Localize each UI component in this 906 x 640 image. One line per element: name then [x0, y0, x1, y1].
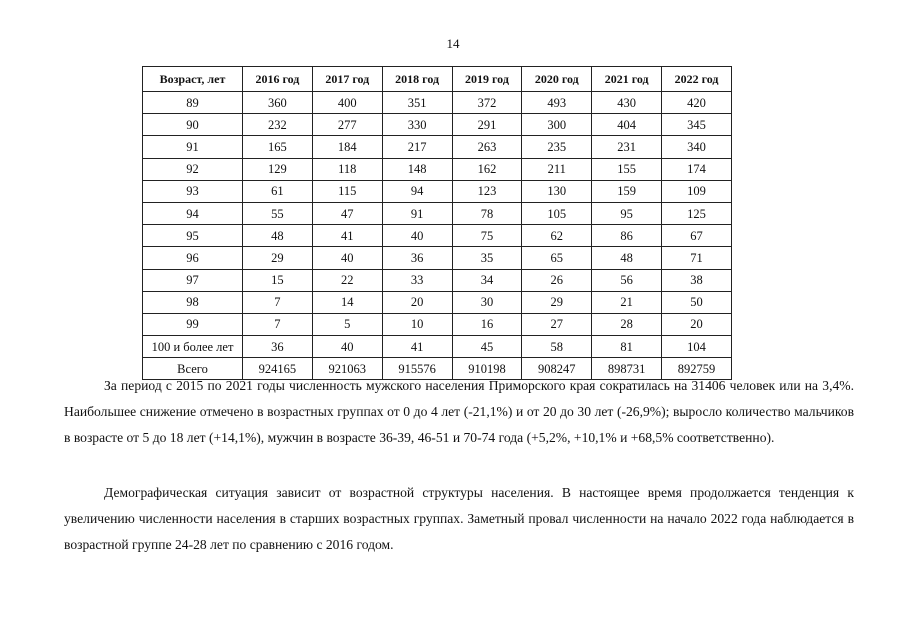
table-row: [143, 92, 732, 114]
value-cell: 22: [312, 269, 382, 291]
value-cell: 78: [452, 202, 522, 224]
table-row: [143, 180, 732, 202]
age-cell: 97: [143, 269, 243, 291]
value-cell: 14: [312, 291, 382, 313]
value-cell: 48: [243, 225, 313, 247]
value-cell: 430: [592, 92, 662, 114]
table-row: [143, 269, 732, 291]
value-cell: 56: [592, 269, 662, 291]
value-cell: 45: [452, 336, 522, 358]
value-cell: 27: [522, 313, 592, 335]
value-cell: 50: [662, 291, 732, 313]
value-cell: 7: [243, 313, 313, 335]
age-cell: 90: [143, 114, 243, 136]
value-cell: 67: [662, 225, 732, 247]
value-cell: 65: [522, 247, 592, 269]
header-age: Возраст, лет: [143, 67, 243, 92]
value-cell: 16: [452, 313, 522, 335]
value-cell: 924165: [243, 358, 313, 380]
value-cell: 40: [312, 336, 382, 358]
value-cell: 30: [452, 291, 522, 313]
value-cell: 340: [662, 136, 732, 158]
paragraph-male-population: За период с 2015 по 2021 годы численность мужского населения Приморского края сократилась на 31406 человек или на 3,4%. Наибольшее снижение отмечено в возрастных группах от 0 до 4 лет (-21,1%) и от 20 до 30 лет (-26,9%); выросло количество мальчиков в возрасте от 5 до 18 лет (+14,1%), мужчин в возрасте 36-39, 46-51 и 70-74 года (+5,2%, +10,1% и +68,5% соответственно).: [64, 378, 854, 445]
header-2021: 2021 год: [592, 67, 662, 92]
age-cell: 96: [143, 247, 243, 269]
header-2016: 2016 год: [243, 67, 313, 92]
value-cell: 125: [662, 202, 732, 224]
value-cell: 420: [662, 92, 732, 114]
value-cell: 360: [243, 92, 313, 114]
value-cell: 174: [662, 158, 732, 180]
value-cell: 123: [452, 180, 522, 202]
value-cell: 263: [452, 136, 522, 158]
value-cell: 81: [592, 336, 662, 358]
value-cell: 148: [382, 158, 452, 180]
value-cell: 71: [662, 247, 732, 269]
value-cell: 28: [592, 313, 662, 335]
value-cell: 184: [312, 136, 382, 158]
value-cell: 908247: [522, 358, 592, 380]
value-cell: 29: [243, 247, 313, 269]
value-cell: 892759: [662, 358, 732, 380]
age-cell: 98: [143, 291, 243, 313]
value-cell: 231: [592, 136, 662, 158]
value-cell: 40: [312, 247, 382, 269]
table-row: [143, 291, 732, 313]
value-cell: 36: [382, 247, 452, 269]
age-cell: 89: [143, 92, 243, 114]
value-cell: 291: [452, 114, 522, 136]
value-cell: 7: [243, 291, 313, 313]
value-cell: 159: [592, 180, 662, 202]
table-row: [143, 225, 732, 247]
header-2019: 2019 год: [452, 67, 522, 92]
table-row: [143, 313, 732, 335]
value-cell: 10: [382, 313, 452, 335]
value-cell: 55: [243, 202, 313, 224]
age-cell: 92: [143, 158, 243, 180]
value-cell: 898731: [592, 358, 662, 380]
table-row: [143, 336, 732, 358]
value-cell: 404: [592, 114, 662, 136]
value-cell: 118: [312, 158, 382, 180]
value-cell: 372: [452, 92, 522, 114]
value-cell: 41: [382, 336, 452, 358]
value-cell: 217: [382, 136, 452, 158]
header-2018: 2018 год: [382, 67, 452, 92]
value-cell: 95: [592, 202, 662, 224]
value-cell: 26: [522, 269, 592, 291]
value-cell: 165: [243, 136, 313, 158]
value-cell: 20: [382, 291, 452, 313]
table-header-row: [143, 67, 732, 92]
value-cell: 41: [312, 225, 382, 247]
value-cell: 48: [592, 247, 662, 269]
table-body: [143, 92, 732, 380]
value-cell: 232: [243, 114, 313, 136]
value-cell: 40: [382, 225, 452, 247]
value-cell: 300: [522, 114, 592, 136]
value-cell: 155: [592, 158, 662, 180]
age-cell: 91: [143, 136, 243, 158]
population-table: [142, 66, 732, 380]
value-cell: 34: [452, 269, 522, 291]
table-row: [143, 136, 732, 158]
age-cell: 94: [143, 202, 243, 224]
value-cell: 86: [592, 225, 662, 247]
value-cell: 493: [522, 92, 592, 114]
value-cell: 21: [592, 291, 662, 313]
value-cell: 130: [522, 180, 592, 202]
value-cell: 35: [452, 247, 522, 269]
age-cell: 100 и более лет: [143, 336, 243, 358]
table-row: [143, 158, 732, 180]
value-cell: 94: [382, 180, 452, 202]
value-cell: 351: [382, 92, 452, 114]
value-cell: 115: [312, 180, 382, 202]
value-cell: 921063: [312, 358, 382, 380]
age-cell: 99: [143, 313, 243, 335]
value-cell: 235: [522, 136, 592, 158]
value-cell: 330: [382, 114, 452, 136]
table-row: [143, 202, 732, 224]
age-cell: Всего: [143, 358, 243, 380]
age-cell: 95: [143, 225, 243, 247]
value-cell: 105: [522, 202, 592, 224]
value-cell: 38: [662, 269, 732, 291]
value-cell: 33: [382, 269, 452, 291]
value-cell: 277: [312, 114, 382, 136]
value-cell: 15: [243, 269, 313, 291]
value-cell: 400: [312, 92, 382, 114]
header-2020: 2020 год: [522, 67, 592, 92]
page-number: 14: [446, 36, 460, 51]
paragraph-demographic-situation: Демографическая ситуация зависит от возрастной структуры населения. В настоящее время продолжается тенденция к увеличению численности населения в старших возрастных группах. Заметный провал численности на начало 2022 года наблюдается в возрастной группе 24-28 лет по сравнению с 2016 годом.: [64, 485, 854, 552]
value-cell: 109: [662, 180, 732, 202]
value-cell: 47: [312, 202, 382, 224]
header-2017: 2017 год: [312, 67, 382, 92]
value-cell: 58: [522, 336, 592, 358]
value-cell: 915576: [382, 358, 452, 380]
age-cell: 93: [143, 180, 243, 202]
value-cell: 345: [662, 114, 732, 136]
value-cell: 5: [312, 313, 382, 335]
value-cell: 20: [662, 313, 732, 335]
value-cell: 36: [243, 336, 313, 358]
value-cell: 129: [243, 158, 313, 180]
value-cell: 162: [452, 158, 522, 180]
table-row: [143, 114, 732, 136]
value-cell: 91: [382, 202, 452, 224]
value-cell: 910198: [452, 358, 522, 380]
table-row: [143, 247, 732, 269]
header-2022: 2022 год: [662, 67, 732, 92]
value-cell: 104: [662, 336, 732, 358]
value-cell: 211: [522, 158, 592, 180]
value-cell: 62: [522, 225, 592, 247]
value-cell: 29: [522, 291, 592, 313]
value-cell: 75: [452, 225, 522, 247]
value-cell: 61: [243, 180, 313, 202]
